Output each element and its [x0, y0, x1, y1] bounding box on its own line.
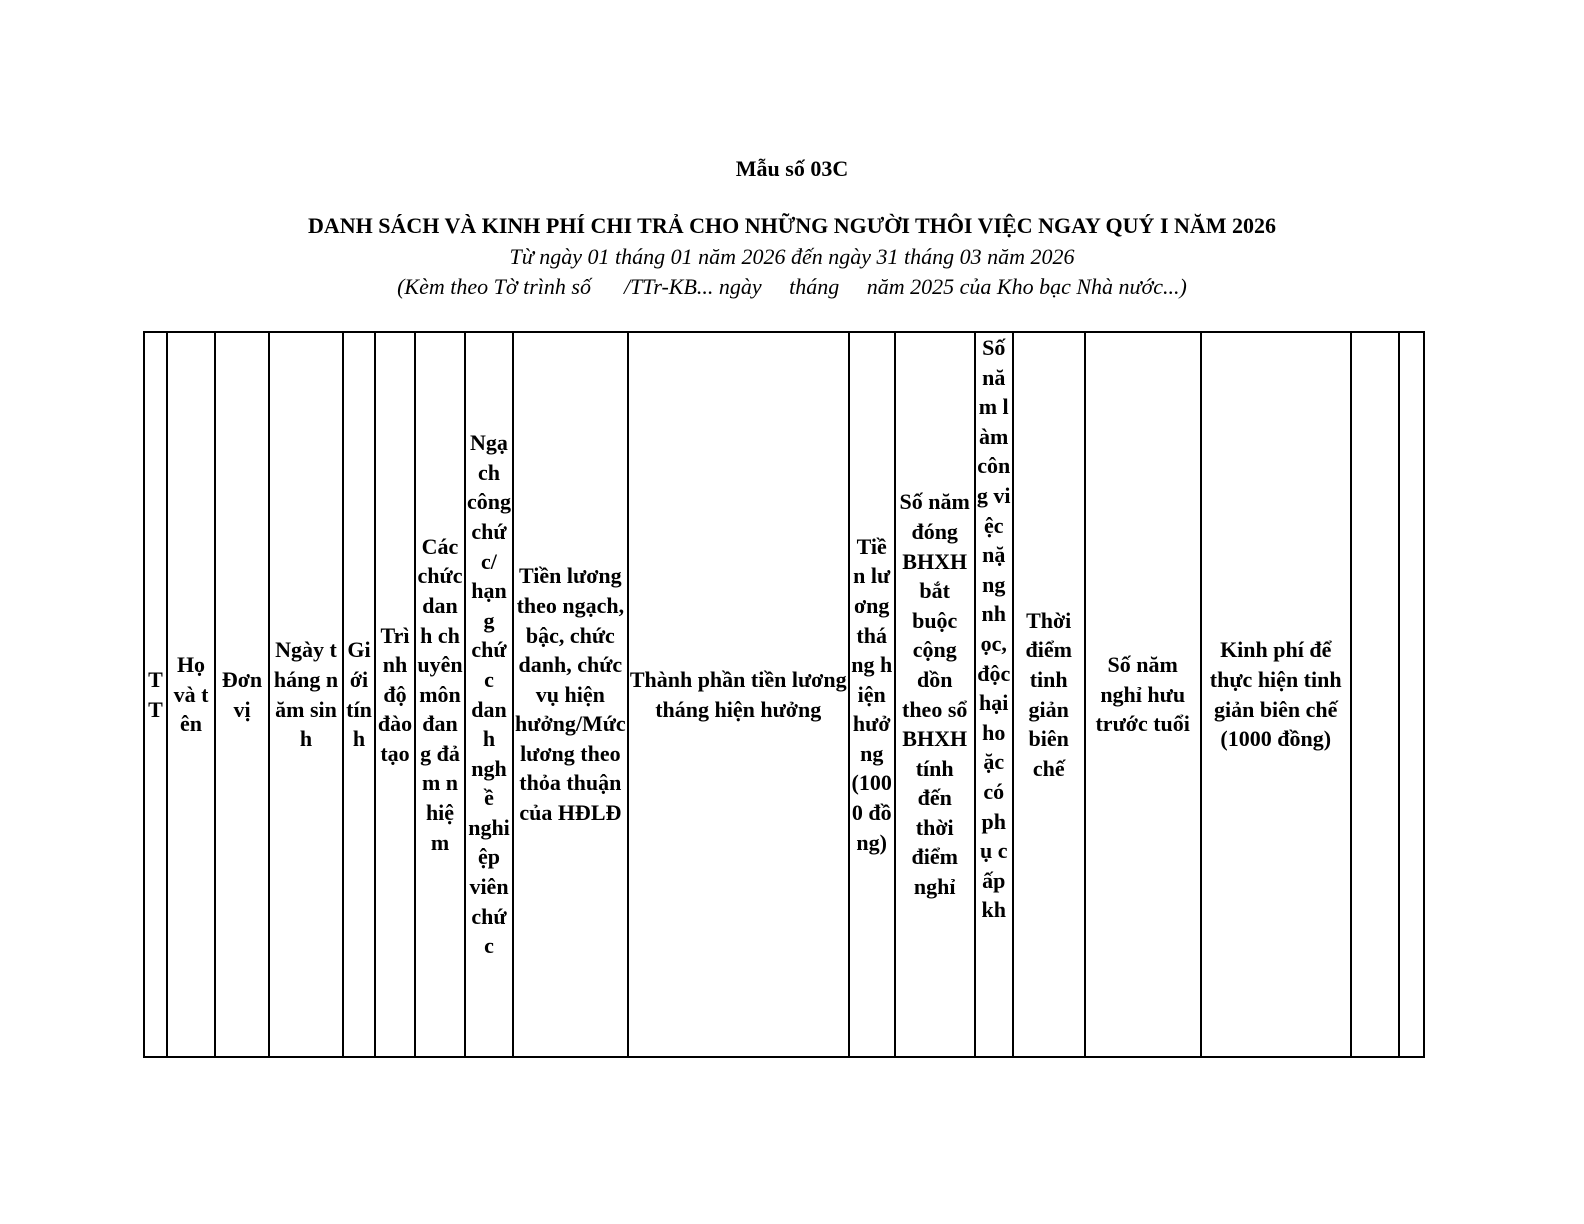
- header-cell-nghi-huu-truoc-tuoi: Số năm nghỉ hưu trước tuổi: [1085, 332, 1201, 1057]
- header-cell-ngay-sinh: Ngày tháng năm sinh: [269, 332, 343, 1057]
- header-cell-ngach-hang: Ngạch công chức/ hạng chức danh nghề nghiệp viên chức: [465, 332, 513, 1057]
- header-cell-so-nam-nang-nhoc: Số năm làm công việc nặng nhọc, độc hại hoặc có phụ cấp kh: [975, 332, 1013, 1057]
- header-cell-so-nam-bhxh: Số năm đóng BHXH bắt buộc cộng dồn theo sổ BHXH tính đến thời điểm nghỉ: [895, 332, 975, 1057]
- header-cell-kinh-phi: Kinh phí để thực hiện tinh giản biên chế (1000 đồng): [1201, 332, 1351, 1057]
- header-cell-thanh-phan-luong: Thành phần tiền lương tháng hiện hưởng: [628, 332, 849, 1057]
- document-title: DANH SÁCH VÀ KINH PHÍ CHI TRẢ CHO NHỮNG NGƯỜI THÔI VIỆC NGAY QUÝ I NĂM 2026: [307, 213, 1277, 238]
- document-note: (Kèm theo Tờ trình số /TTr-KB... ngày tháng năm 2025 của Kho bạc Nhà nước...): [397, 274, 1187, 299]
- header-cell-tien-luong-thang: Tiền lương tháng hiện hưởng (1000 đồng): [849, 332, 895, 1057]
- header-cell-tien-luong-ngach: Tiền lương theo ngạch, bậc, chức danh, chức vụ hiện hưởng/Mức lương theo thỏa thuận của HĐLĐ: [513, 332, 628, 1057]
- table-header-row: [144, 332, 1424, 1057]
- header-cell-trinh-do: Trình độ đào tạo: [375, 332, 415, 1057]
- form-code: Mẫu số 03C: [735, 156, 849, 181]
- header-cell-thoi-diem: Thời điểm tinh giản biên chế: [1013, 332, 1085, 1057]
- header-cell-don-vi: Đơn vị: [215, 332, 269, 1057]
- staff-list-table: [143, 331, 1425, 1058]
- header-cell-chuc-danh: Các chức danh chuyên môn đang đảm nhiệm: [415, 332, 465, 1057]
- header-cell-tt: TT: [144, 332, 167, 1057]
- document-subtitle: Từ ngày 01 tháng 01 năm 2026 đến ngày 31 tháng 03 năm 2026: [509, 244, 1075, 269]
- header-cell-ho-ten: Họ và tên: [167, 332, 215, 1057]
- header-cell-blank-2: [1399, 332, 1424, 1057]
- header-cell-gioi-tinh: Giới tính: [343, 332, 375, 1057]
- header-cell-blank-1: [1351, 332, 1399, 1057]
